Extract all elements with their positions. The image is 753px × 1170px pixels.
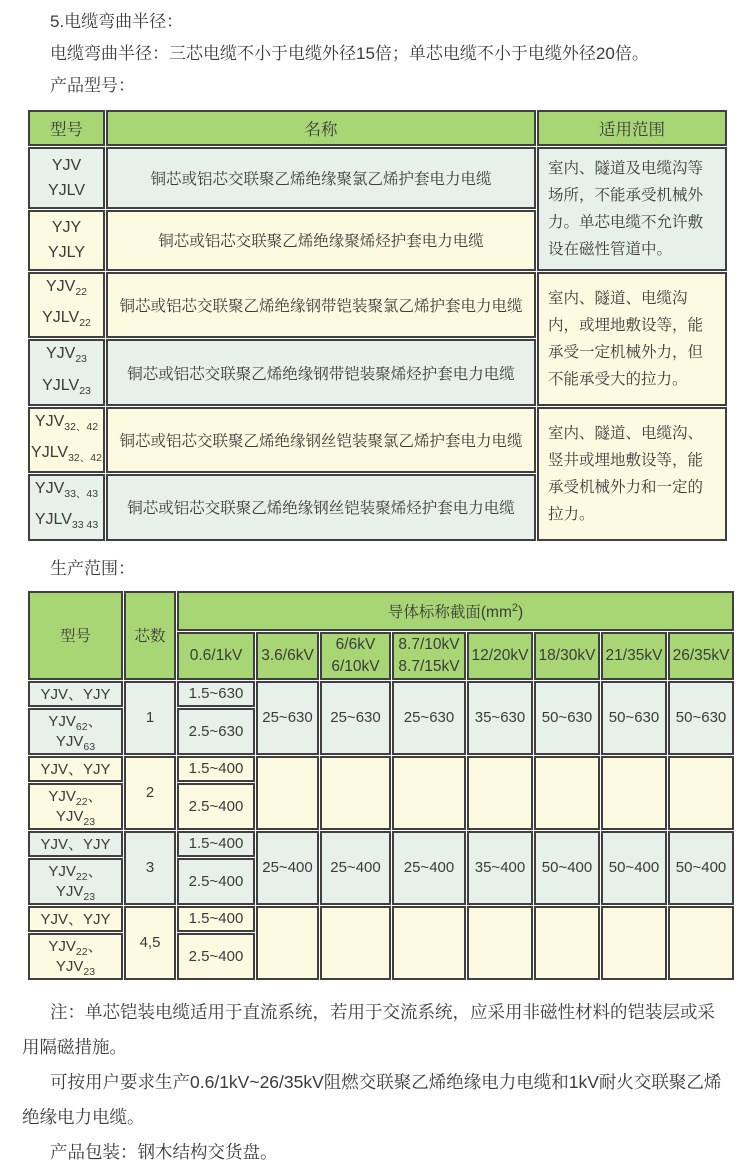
product-model-label: 产品型号： [50, 76, 135, 95]
table-row [28, 681, 734, 707]
voltage-header: 3.6/6kV [256, 632, 319, 680]
span-cell: 35~630 [467, 681, 533, 755]
span-cell [668, 756, 734, 830]
scope-cell: 室内、隧道、电缆沟、竖井或埋地敷设等，能承受机械外力和一定的拉力。 [537, 407, 727, 541]
voltage-header: 8.7/10kV 8.7/15kV [392, 632, 466, 680]
cores-cell: 4,5 [124, 906, 176, 980]
range-cell: 1.5~630 [177, 681, 255, 707]
span-cell [256, 906, 319, 980]
section-heading: 5.电缆弯曲半径： [50, 12, 184, 31]
production-range-table [27, 590, 735, 981]
model-cell: YJV、YJY [28, 756, 123, 782]
voltage-header: 12/20kV [467, 632, 533, 680]
table-row [28, 906, 734, 932]
scope-header: 适用范围 [537, 110, 727, 146]
cores-cell: 2 [124, 756, 176, 830]
span-cell [534, 906, 600, 980]
model-cell: $YJV_{22}$、$YJV_{23}$ [28, 858, 123, 905]
model-cell: $YJV_{22}$、$YJV_{23}$ [28, 933, 123, 980]
model-cell: $YJV_{62}$、$YJV_{63}$ [28, 708, 123, 755]
voltage-header: 26/35kV [668, 632, 734, 680]
table-row [28, 272, 727, 338]
bend-radius-text: 电缆弯曲半径：三芯电缆不小于电缆外径15倍；单芯电缆不小于电缆外径20倍。 [50, 44, 649, 63]
span-cell [668, 906, 734, 980]
model-cell: YJV YJLV [28, 147, 105, 209]
production-range-label: 生产范围： [50, 558, 135, 578]
span-cell [392, 906, 466, 980]
name-cell: 铜芯或铝芯交联聚乙烯绝缘聚烯烃护套电力电缆 [106, 210, 536, 272]
scope-cell: 室内、隧道及电缆沟等场所，不能承受机械外力。单芯电缆不允许敷设在磁性管道中。 [537, 147, 727, 271]
name-cell: 铜芯或铝芯交联聚乙烯绝缘钢带铠装聚烯烃护套电力电缆 [106, 339, 536, 405]
span-cell [467, 906, 533, 980]
range-cell: 2.5~400 [177, 858, 255, 905]
span-cell [601, 906, 667, 980]
span-cell: 50~630 [534, 681, 600, 755]
packaging-text: 产品包装：钢木结构交货盘。 [50, 1141, 278, 1162]
span-cell: 35~400 [467, 831, 533, 905]
voltage-header: 21/35kV [601, 632, 667, 680]
product-model-table [27, 109, 728, 542]
model-cell: $YJV_{32、42}$ $YJLV_{32、42}$ [28, 407, 105, 473]
span-cell: 25~400 [256, 831, 319, 905]
model-header: 型号 [28, 591, 123, 680]
span-cell [601, 756, 667, 830]
range-cell: 1.5~400 [177, 831, 255, 857]
span-cell: 25~630 [392, 681, 466, 755]
cores-cell: 3 [124, 831, 176, 905]
model-cell: $YJV_{33、43}$ $YJLV_{33 43}$ [28, 474, 105, 540]
table-row [28, 756, 734, 782]
model-cell: $YJV_{23}$ $YJLV_{23}$ [28, 339, 105, 405]
voltage-header: 0.6/1kV [177, 632, 255, 680]
name-cell: 铜芯或铝芯交联聚乙烯绝缘聚氯乙烯护套电力电缆 [106, 147, 536, 209]
span-cell: 50~400 [534, 831, 600, 905]
span-cell [534, 756, 600, 830]
model-cell: YJV、YJY [28, 906, 123, 932]
model-cell: YJV、YJY [28, 681, 123, 707]
table-row [28, 407, 727, 473]
model-table-header-row [28, 110, 727, 146]
span-cell: 25~630 [256, 681, 319, 755]
range-cell: 2.5~630 [177, 708, 255, 755]
span-cell: 25~400 [392, 831, 466, 905]
span-cell: 50~630 [601, 681, 667, 755]
name-cell: 铜芯或铝芯交联聚乙烯绝缘钢丝铠装聚烯烃护套电力电缆 [106, 474, 536, 540]
name-cell: 铜芯或铝芯交联聚乙烯绝缘钢带铠装聚氯乙烯护套电力电缆 [106, 272, 536, 338]
span-cell [467, 756, 533, 830]
model-cell: YJV、YJY [28, 831, 123, 857]
table-row [28, 147, 727, 209]
range-cell: 1.5~400 [177, 906, 255, 932]
conductor-section-header: 导体标称截面$(mm^2)$ [177, 591, 734, 631]
custom-production-text: 可按用户要求生产0.6/1kV~26/35kV阻燃交联聚乙烯绝缘电力电缆和1kV耐火交联聚乙烯绝缘电力电缆。 [22, 1071, 722, 1127]
span-cell: 25~400 [320, 831, 391, 905]
model-cell: $YJV_{22}$ $YJLV_{22}$ [28, 272, 105, 338]
note-text: 注：单芯铠装电缆适用于直流系统，若用于交流系统，应采用非磁性材料的铠装层或采用隔磁措施。 [22, 1001, 715, 1057]
cores-header: 芯数 [124, 591, 176, 680]
model-cell: $YJV_{22}$、$YJV_{23}$ [28, 783, 123, 830]
range-cell: 2.5~400 [177, 783, 255, 830]
cores-cell: 1 [124, 681, 176, 755]
span-cell [256, 756, 319, 830]
scope-cell: 室内、隧道、电缆沟内，或埋地敷设等，能承受一定机械外力，但不能承受大的拉力。 [537, 272, 727, 406]
span-cell [320, 756, 391, 830]
table-row [28, 831, 734, 857]
voltage-header: 18/30kV [534, 632, 600, 680]
voltage-header: 6/6kV 6/10kV [320, 632, 391, 680]
span-cell: 50~400 [668, 831, 734, 905]
range-cell: 1.5~400 [177, 756, 255, 782]
span-cell: 50~630 [668, 681, 734, 755]
model-header: 型号 [28, 110, 105, 146]
model-cell: YJY YJLY [28, 210, 105, 272]
span-cell [392, 756, 466, 830]
range-cell: 2.5~400 [177, 933, 255, 980]
span-cell: 25~630 [320, 681, 391, 755]
range-table-header-row [28, 591, 734, 631]
name-header: 名称 [106, 110, 536, 146]
name-cell: 铜芯或铝芯交联聚乙烯绝缘钢丝铠装聚氯乙烯护套电力电缆 [106, 407, 536, 473]
span-cell: 50~400 [601, 831, 667, 905]
span-cell [320, 906, 391, 980]
